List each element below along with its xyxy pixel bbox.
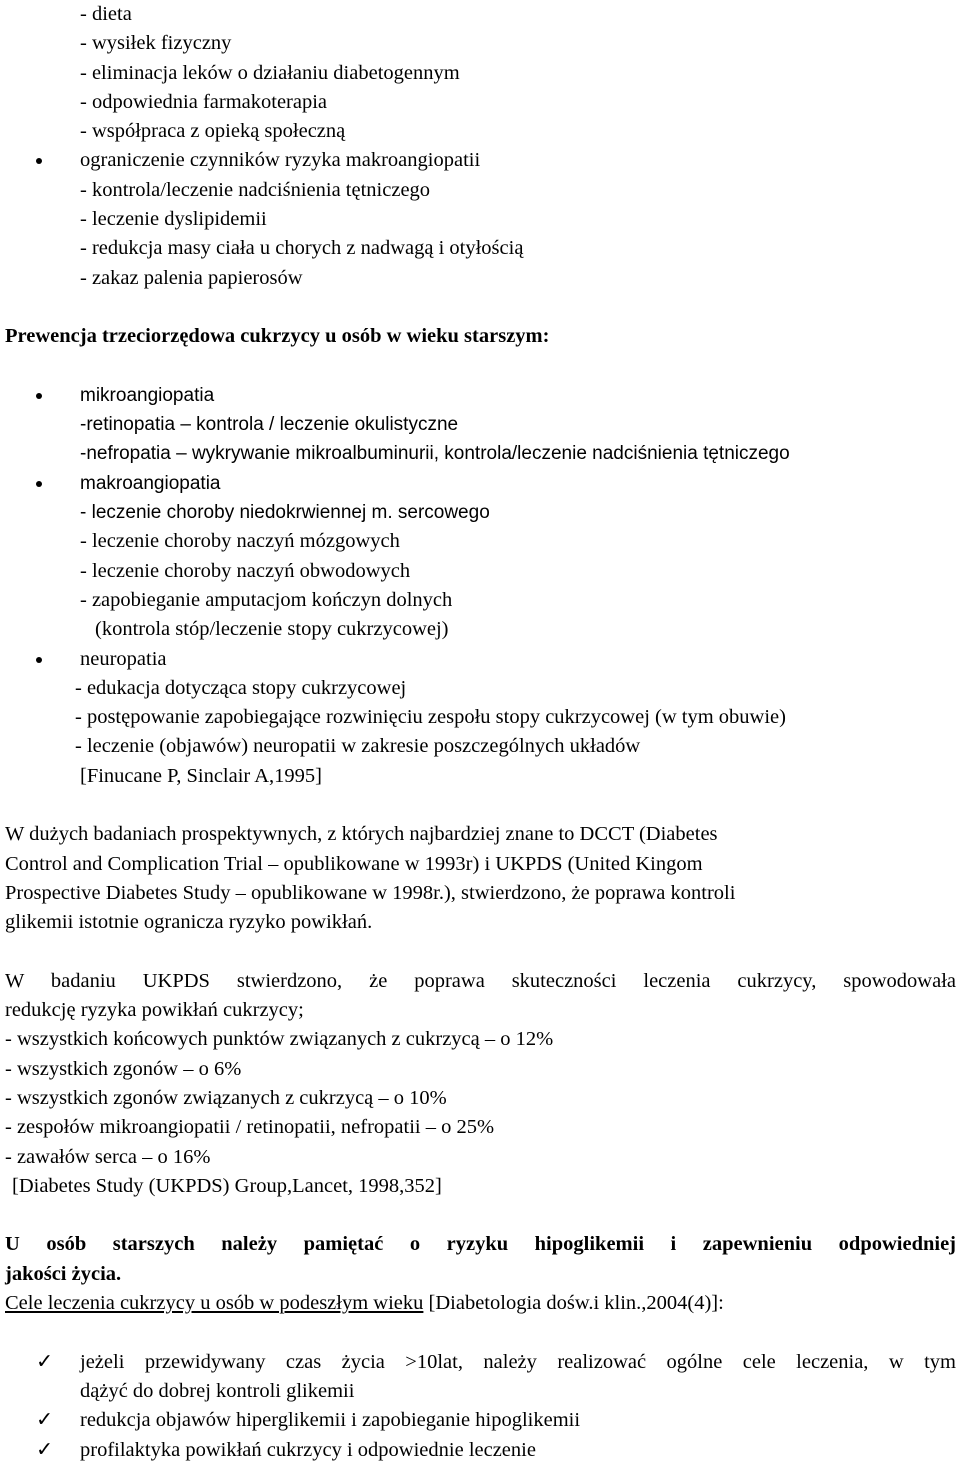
bullet-item-macro-risk bbox=[0, 146, 960, 175]
bullet-icon bbox=[36, 158, 42, 164]
bold-note-line: jakości życia. bbox=[5, 1262, 122, 1285]
goal-item bbox=[0, 1348, 960, 1377]
list-item: - zakaz palenia papierosów bbox=[80, 266, 303, 289]
bullet-item-label: mikroangiopatia bbox=[80, 384, 215, 406]
checkmark-icon: ✓ bbox=[36, 1409, 54, 1432]
citation: [Finucane P, Sinclair A,1995] bbox=[80, 764, 322, 787]
list-item: - zawałów serca – o 16% bbox=[5, 1145, 211, 1168]
list-item: - leczenie choroby niedokrwiennej m. sercowego bbox=[80, 502, 490, 524]
bullet-item-label: makroangiopatia bbox=[80, 472, 221, 494]
list-item-note: (kontrola stóp/leczenie stopy cukrzycowej) bbox=[95, 618, 449, 641]
list-item: - współpraca z opieką społeczną bbox=[80, 120, 346, 143]
goals-heading bbox=[0, 1289, 960, 1318]
list-item: - eliminacja leków o działaniu diabetogennym bbox=[80, 61, 460, 84]
list-item: - zapobieganie amputacjom kończyn dolnych bbox=[80, 588, 453, 611]
bullet-item-label: ograniczenie czynników ryzyka makroangiopatii bbox=[80, 149, 481, 172]
section-heading-tertiary-prevention: Prewencja trzeciorzędowa cukrzycy u osób w wieku starszym: bbox=[5, 325, 550, 348]
list-item: -retinopatia – kontrola / leczenie okulistyczne bbox=[80, 414, 459, 436]
list-item: - zespołów mikroangiopatii / retinopatii, nefropatii – o 25% bbox=[5, 1116, 495, 1139]
list-item: - leczenie dyslipidemii bbox=[80, 208, 267, 231]
bullet-item-micro bbox=[0, 381, 960, 410]
paragraph-line: glikemii istotnie ogranicza ryzyko powikłań. bbox=[5, 911, 373, 934]
list-item: - dieta bbox=[80, 3, 132, 25]
bullet-item-label: neuropatia bbox=[80, 647, 167, 670]
list-item: - redukcja masy ciała u chorych z nadwagą i otyłością bbox=[80, 237, 524, 260]
paragraph-line: W badaniu UKPDS stwierdzono, że poprawa skuteczności leczenia cukrzycy, spowodowała bbox=[5, 969, 956, 992]
paragraph-line: redukcję ryzyka powikłań cukrzycy; bbox=[5, 999, 304, 1022]
paragraph-line: W dużych badaniach prospektywnych, z których najbardziej znane to DCCT (Diabetes bbox=[5, 823, 718, 846]
list-item: - wszystkich zgonów – o 6% bbox=[5, 1057, 242, 1080]
paragraph-line: Control and Complication Trial – opublikowane w 1993r) i UKPDS (United Kingom bbox=[5, 852, 703, 875]
checkmark-icon: ✓ bbox=[36, 1438, 54, 1461]
citation: [Diabetes Study (UKPDS) Group,Lancet, 1998,352] bbox=[12, 1174, 442, 1197]
list-item: - leczenie (objawów) neuropatii w zakresie poszczególnych układów bbox=[75, 735, 641, 758]
goals-heading-underlined: Cele leczenia cukrzycy u osób w podeszłym wieku bbox=[5, 1292, 424, 1315]
goal-item-label: redukcja objawów hiperglikemii i zapobieganie hipoglikemii bbox=[80, 1409, 581, 1432]
goal-item-label: profilaktyka powikłań cukrzycy i odpowiednie leczenie bbox=[80, 1438, 536, 1461]
bullet-icon bbox=[36, 393, 42, 399]
goals-heading-source: [Diabetologia dośw.i klin.,2004(4)]: bbox=[423, 1292, 724, 1315]
list-item: - kontrola/leczenie nadciśnienia tętniczego bbox=[80, 178, 431, 201]
list-item: - postępowanie zapobiegające rozwinięciu zespołu stopy cukrzycowej (w tym obuwie) bbox=[75, 706, 786, 729]
list-item: - leczenie choroby naczyń obwodowych bbox=[80, 559, 411, 582]
list-item: - odpowiednia farmakoterapia bbox=[80, 90, 328, 113]
paragraph-line: Prospective Diabetes Study – opublikowane w 1998r.), stwierdzono, że poprawa kontroli bbox=[5, 881, 736, 904]
goal-item bbox=[0, 1406, 960, 1435]
goal-item bbox=[0, 1436, 960, 1465]
bullet-item-neuro bbox=[0, 645, 960, 674]
bullet-icon bbox=[36, 657, 42, 663]
list-item: - edukacja dotycząca stopy cukrzycowej bbox=[75, 676, 407, 699]
checkmark-icon: ✓ bbox=[36, 1350, 54, 1373]
bold-note-line: U osób starszych należy pamiętać o ryzyku hipoglikemii i zapewnieniu odpowiedniej bbox=[5, 1233, 956, 1256]
list-item: - wysiłek fizyczny bbox=[80, 32, 232, 55]
goal-item-continuation: dążyć do dobrej kontroli glikemii bbox=[80, 1379, 355, 1402]
bullet-icon bbox=[36, 481, 42, 487]
goal-item-label: jeżeli przewidywany czas życia >10lat, należy realizować ogólne cele leczenia, w tym bbox=[80, 1350, 956, 1373]
list-item: - leczenie choroby naczyń mózgowych bbox=[80, 530, 400, 553]
list-item: - wszystkich końcowych punktów związanych z cukrzycą – o 12% bbox=[5, 1028, 554, 1051]
list-item: -nefropatia – wykrywanie mikroalbuminurii, kontrola/leczenie nadciśnienia tętniczego bbox=[80, 443, 790, 465]
bullet-item-macro bbox=[0, 469, 960, 498]
list-item: - wszystkich zgonów związanych z cukrzycą – o 10% bbox=[5, 1086, 447, 1109]
